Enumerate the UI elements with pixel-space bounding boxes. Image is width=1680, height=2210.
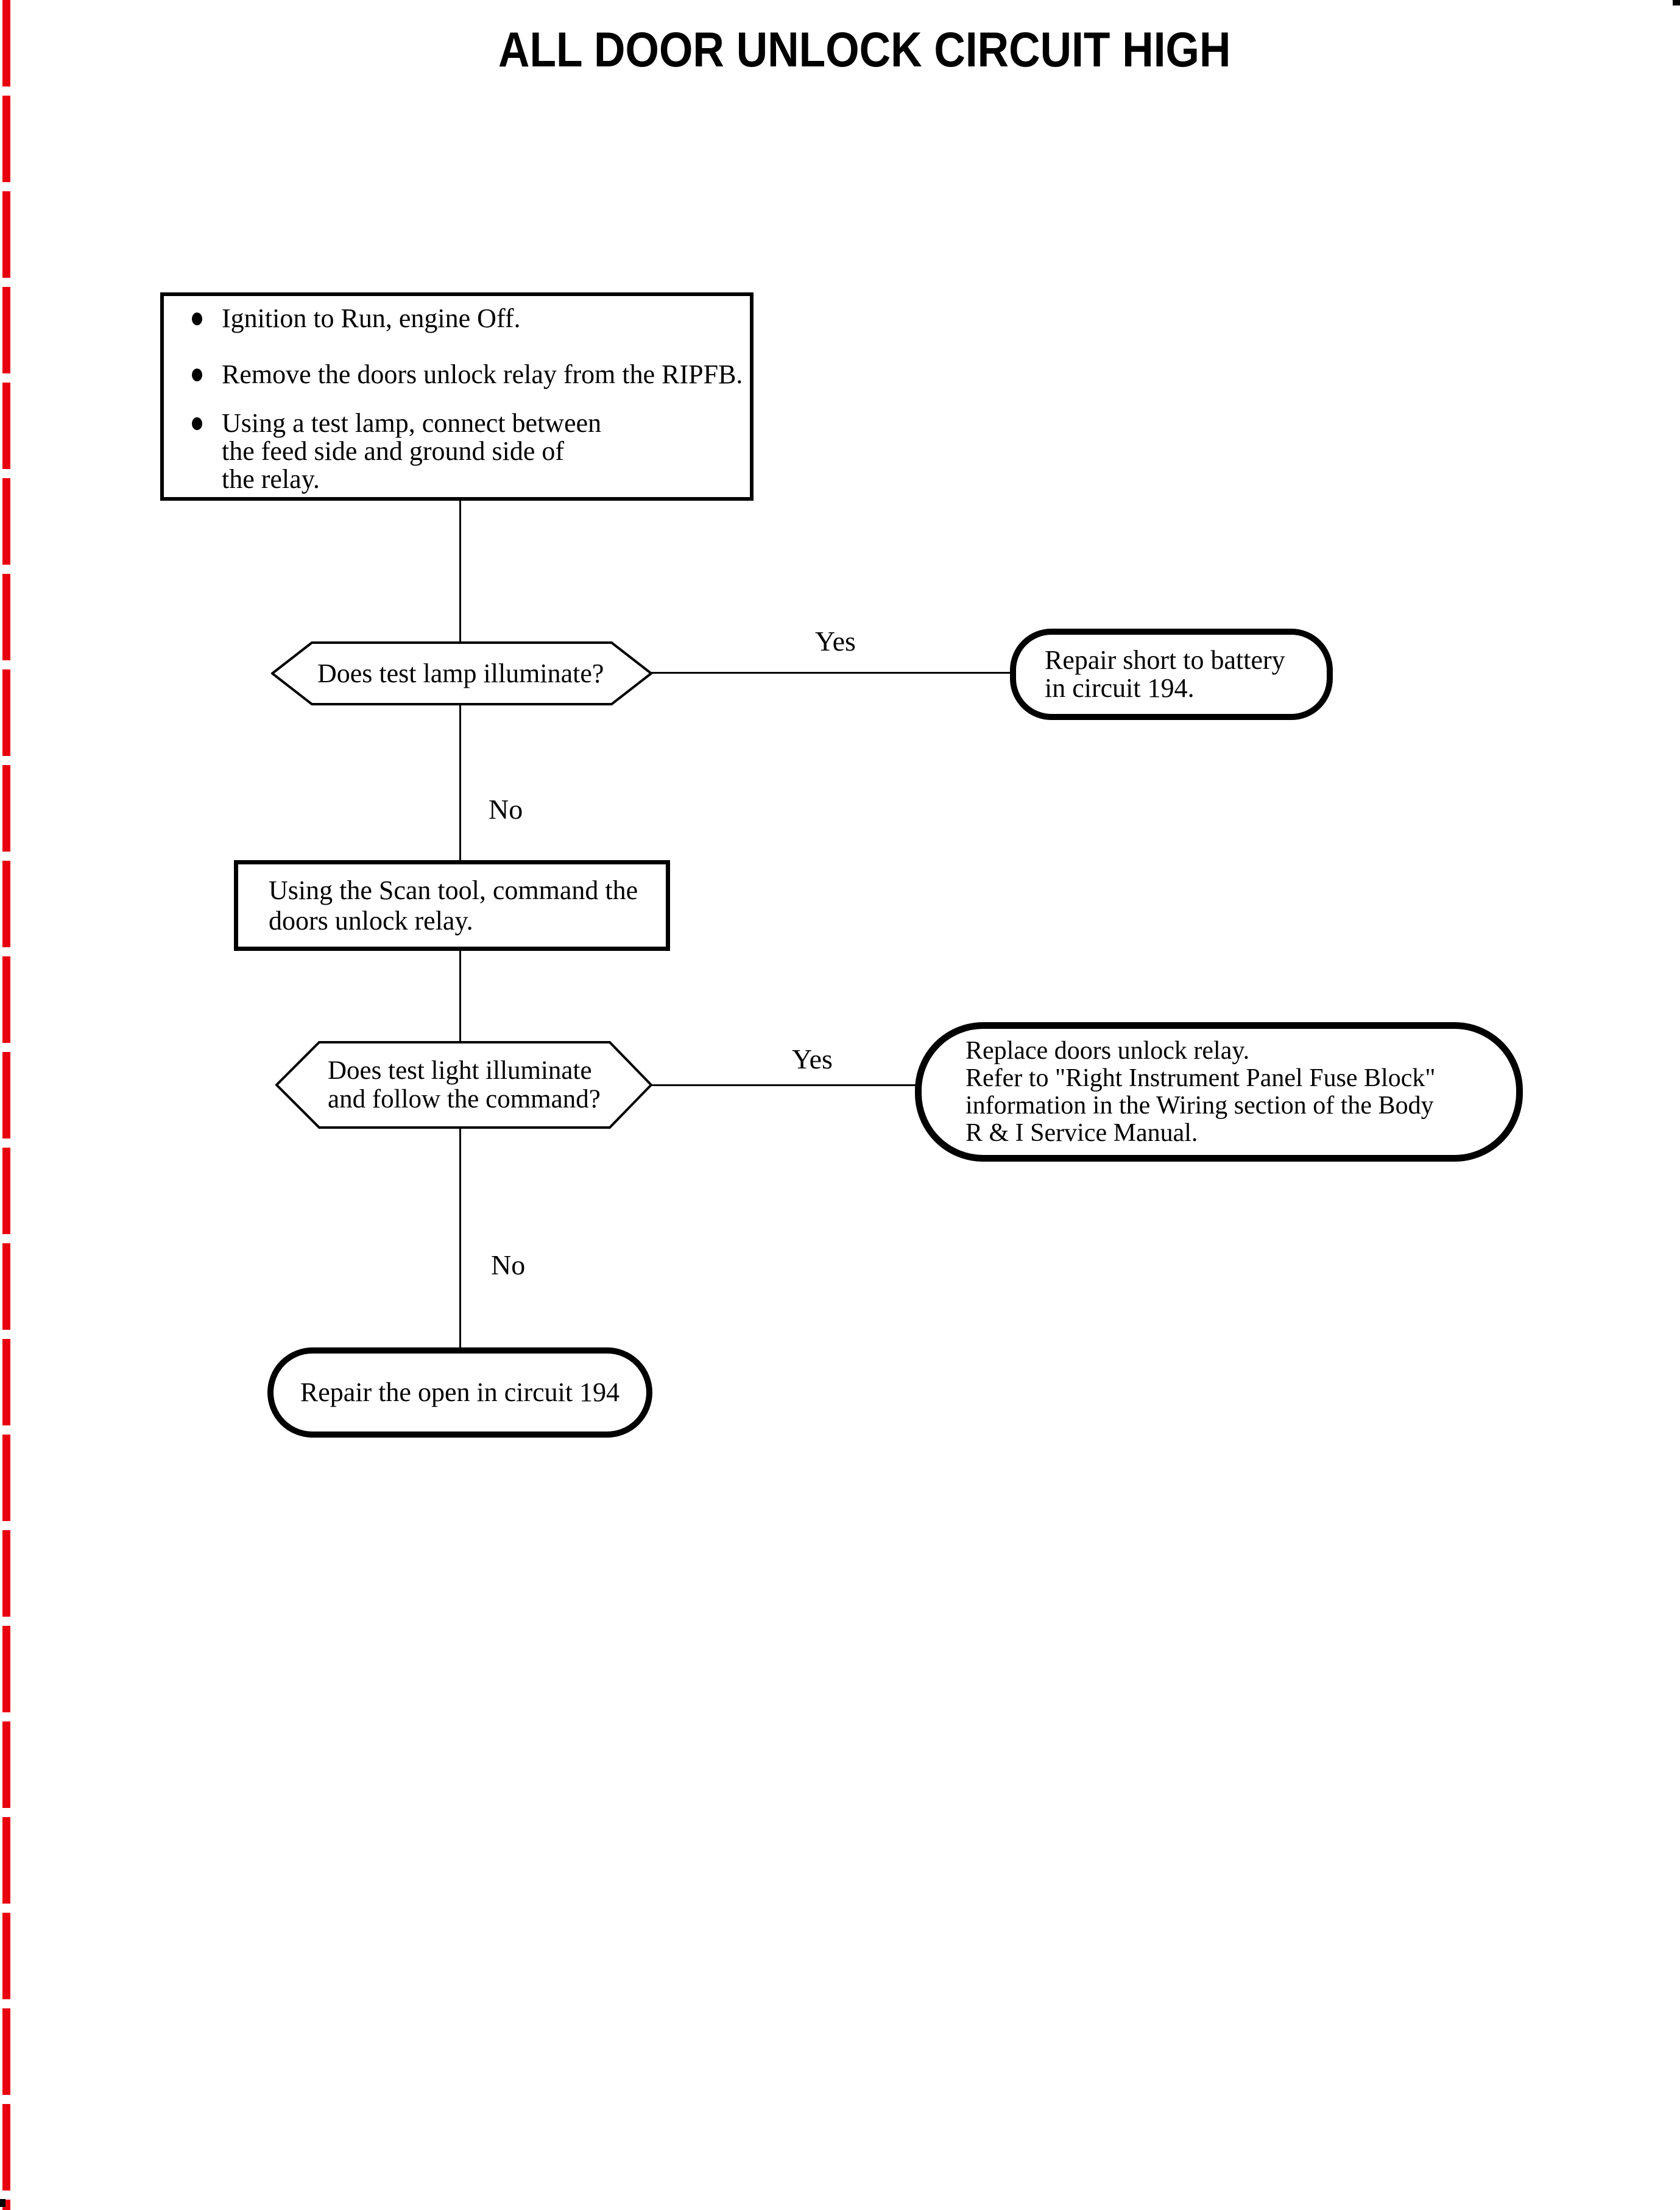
bullet-text: Using a test lamp, connect between — [222, 408, 602, 438]
corner-mark-bottom-left — [0, 2199, 5, 2207]
bullet-item — [192, 305, 520, 333]
connector-decision2-no-line — [459, 1129, 461, 1347]
no-label-1: No — [489, 794, 523, 825]
yes-label-2: Yes — [792, 1043, 833, 1075]
action-repair-short-line: Repair short to battery — [1045, 645, 1285, 675]
process-scan-tool-line: doors unlock relay. — [269, 905, 473, 936]
bullet-text: the relay. — [222, 464, 320, 494]
decision-test-lamp-hexagon — [271, 641, 652, 705]
terminal-repair-open-label: Repair the open in circuit 194 — [300, 1377, 620, 1407]
action-repair-short-line: in circuit 194. — [1045, 673, 1195, 703]
corner-mark-top-right — [1673, 0, 1680, 5]
decision-test-light-hexagon — [275, 1041, 652, 1129]
bullet-icon — [192, 312, 202, 325]
action-replace-relay-line: Replace doors unlock relay. — [965, 1036, 1250, 1065]
bullet-text: Ignition to Run, engine Off. — [222, 303, 521, 333]
decision-test-light-line: Does test light illuminate — [328, 1056, 592, 1085]
action-replace-relay-line: Refer to "Right Instrument Panel Fuse Block" — [965, 1064, 1436, 1092]
connector-decision1-no-line — [459, 705, 461, 860]
page-title: ALL DOOR UNLOCK CIRCUIT HIGH — [498, 23, 1231, 77]
start-instructions-box — [160, 292, 754, 501]
action-replace-relay-line: information in the Wiring section of the Body — [965, 1091, 1434, 1120]
connector-start-to-decision1 — [459, 501, 461, 641]
connector-decision2-yes-line — [651, 1084, 916, 1086]
bullet-text: Remove the doors unlock relay from the RIPFB. — [222, 359, 743, 389]
decision-test-light-line: and follow the command? — [328, 1085, 601, 1114]
action-repair-short-box — [1010, 629, 1333, 720]
bullet-item — [192, 409, 601, 493]
bullet-text: the feed side and ground side of — [222, 436, 565, 466]
process-scan-tool-line: Using the Scan tool, command the — [269, 875, 638, 905]
connector-decision1-yes-line — [651, 672, 1011, 674]
terminal-repair-open-box — [267, 1347, 652, 1438]
no-label-2: No — [491, 1249, 526, 1280]
process-scan-tool-box — [234, 860, 670, 951]
bullet-icon — [192, 417, 202, 430]
yes-label-1: Yes — [815, 626, 856, 657]
bullet-item — [192, 361, 743, 389]
bullet-icon — [192, 369, 202, 381]
decision-test-lamp-label: Does test lamp illuminate? — [317, 658, 604, 688]
scan-edge-marks — [2, 0, 10, 2210]
action-replace-relay-line: R & I Service Manual. — [965, 1118, 1198, 1147]
connector-process2-to-decision2 — [459, 951, 461, 1041]
action-replace-relay-box — [915, 1022, 1523, 1162]
